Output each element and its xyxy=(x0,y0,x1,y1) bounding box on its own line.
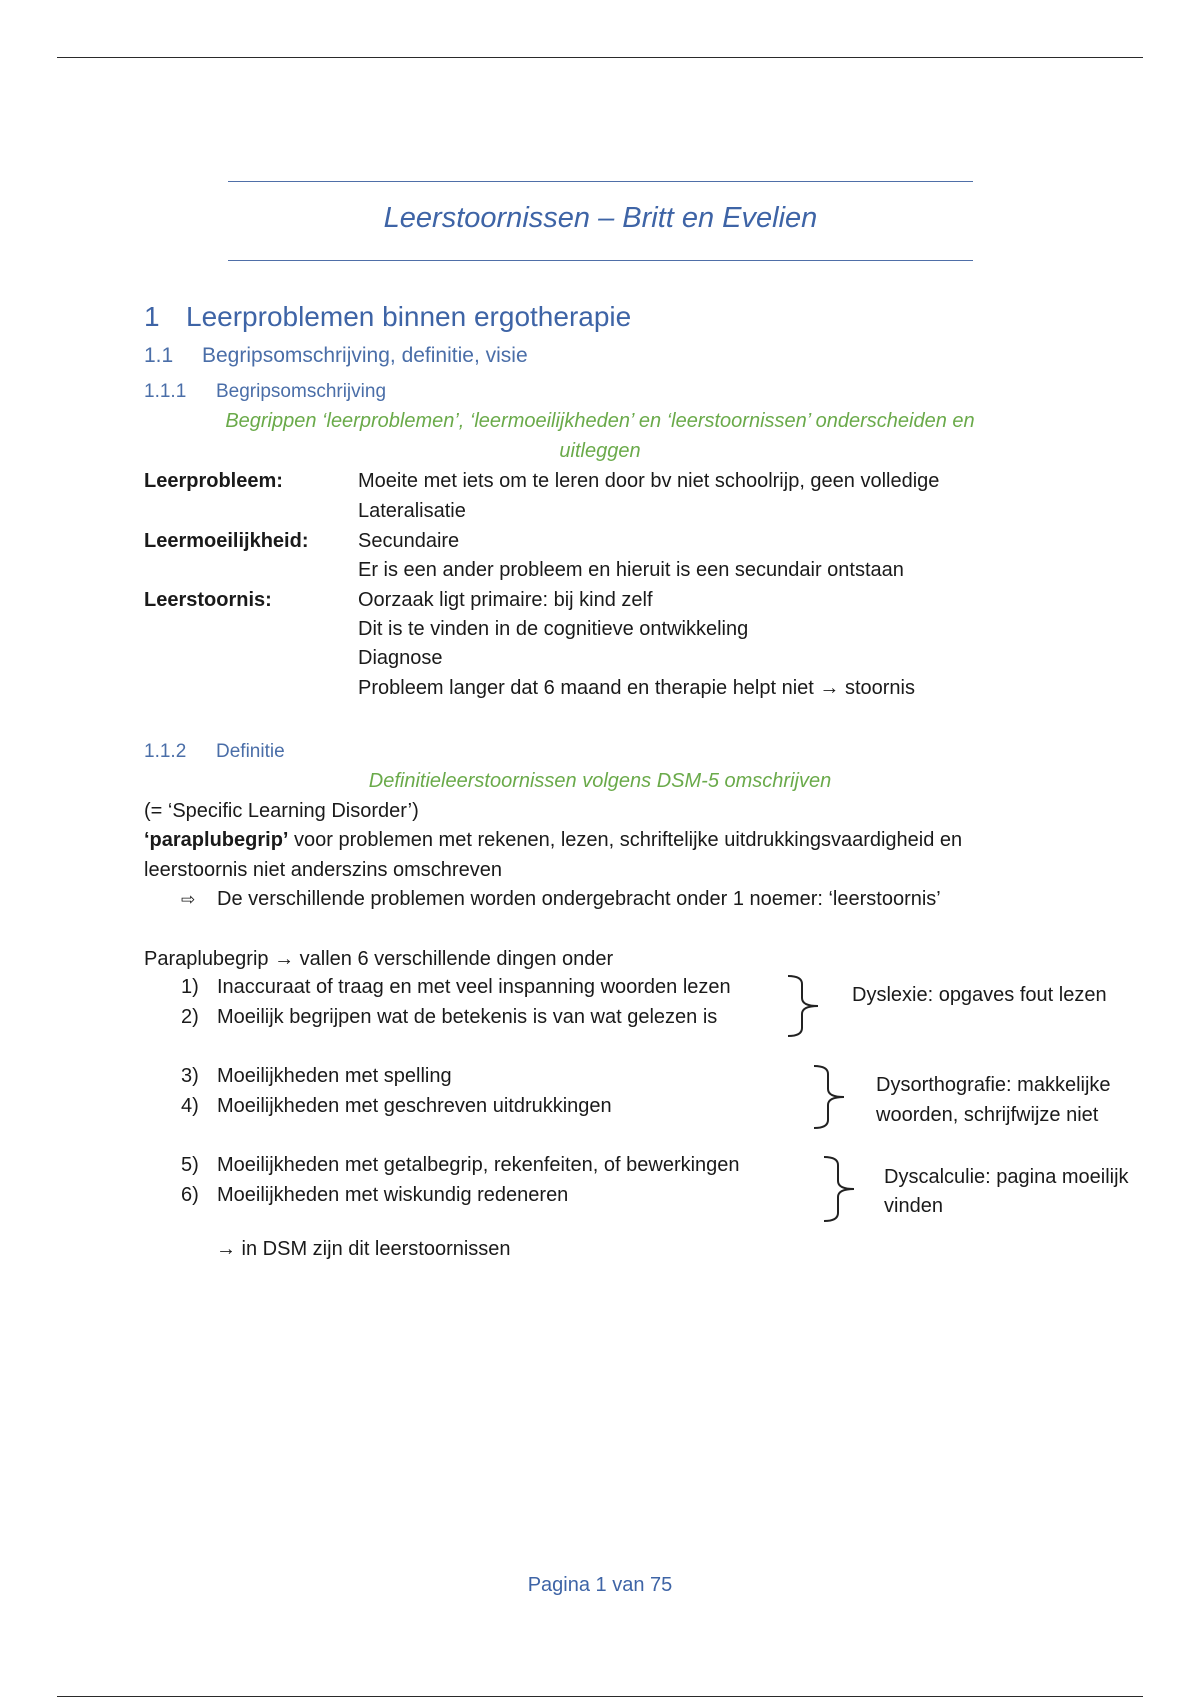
list-item-number: 1) xyxy=(181,976,199,998)
heading-1-1-1-text: Begripsomschrijving xyxy=(216,381,387,402)
definition-line1: (= ‘Specific Learning Disorder’) xyxy=(144,800,419,822)
bottom-rule xyxy=(57,1696,1143,1697)
term-leermoeilijkheid: Leermoeilijkheid: xyxy=(144,530,309,552)
heading-1-1-text: Begripsomschrijving, definitie, visie xyxy=(202,344,528,367)
paraplubegrip-intro: Paraplubegrip → vallen 6 verschillende dingen onder xyxy=(144,948,614,970)
list-item-text: Moeilijkheden met getalbegrip, rekenfeiten, of bewerkingen xyxy=(217,1154,740,1176)
list-item xyxy=(181,1095,612,1118)
list-item-text: Moeilijkheden met geschreven uitdrukkingen xyxy=(217,1095,612,1117)
heading-1-1-2-text: Definitie xyxy=(216,741,285,762)
list-item-text: Moeilijk begrijpen wat de betekenis is van wat gelezen is xyxy=(217,1006,718,1028)
learning-goal-2: Definitieleerstoornissen volgens DSM-5 omschrijven xyxy=(368,770,832,792)
learning-goal-1-line1: Begrippen ‘leerproblemen’, ‘leermoeilijkheden’ en ‘leerstoornissen’ onderscheiden en xyxy=(225,410,975,432)
definition-bold-term: ‘paraplubegrip’ xyxy=(144,829,289,851)
arrow-bullet-text: De verschillende problemen worden ondergebracht onder 1 noemer: ‘leerstoornis’ xyxy=(217,888,941,910)
right-brace-icon xyxy=(822,1155,862,1223)
term-leermoeilijkheid-line2: Er is een ander probleem en hieruit is een secundair ontstaan xyxy=(358,559,904,581)
heading-1-1-number: 1.1 xyxy=(144,344,174,367)
hollow-arrow-icon: ⇨ xyxy=(181,890,196,909)
group-label-dyscalculie-line1: Dyscalculie: pagina moeilijk xyxy=(884,1166,1129,1188)
heading-1-1 xyxy=(144,344,528,368)
term-leerstoornis-line3: Diagnose xyxy=(358,647,443,669)
heading-1-1-1-number: 1.1.1 xyxy=(144,381,187,402)
term-leerstoornis-line2: Dit is te vinden in de cognitieve ontwikkeling xyxy=(358,618,749,640)
term-leerprobleem-line2: Lateralisatie xyxy=(358,500,466,522)
list-item-number: 4) xyxy=(181,1095,199,1117)
list-item-number: 6) xyxy=(181,1184,199,1206)
heading-1-1-1 xyxy=(144,381,386,403)
title-rule-bottom xyxy=(228,260,973,261)
definition-line2 xyxy=(144,829,962,852)
term-leerprobleem: Leerprobleem: xyxy=(144,470,283,492)
title-rule-top xyxy=(228,181,973,182)
right-brace-icon xyxy=(812,1064,852,1130)
list-item xyxy=(181,1006,717,1029)
group-label-dyslexie: Dyslexie: opgaves fout lezen xyxy=(852,984,1107,1006)
top-rule xyxy=(57,57,1143,58)
list-item-number: 2) xyxy=(181,1006,199,1028)
conclusion-line: → in DSM zijn dit leerstoornissen xyxy=(216,1238,511,1260)
term-leerprobleem-line1: Moeite met iets om te leren door bv niet schoolrijp, geen volledige xyxy=(358,470,940,492)
group-label-dysorthografie-line1: Dysorthografie: makkelijke xyxy=(876,1074,1111,1096)
list-item xyxy=(181,1065,452,1088)
heading-1-1-2 xyxy=(144,741,285,763)
heading-1 xyxy=(144,301,631,333)
list-item xyxy=(181,976,731,999)
list-item-text: Moeilijkheden met wiskundig redeneren xyxy=(217,1184,569,1206)
right-brace-icon xyxy=(786,974,826,1038)
definition-line3: leerstoornis niet anderszins omschreven xyxy=(144,859,502,881)
term-leermoeilijkheid-line1: Secundaire xyxy=(358,530,460,552)
list-item-number: 5) xyxy=(181,1154,199,1176)
learning-goal-1-line2: uitleggen xyxy=(559,440,641,462)
list-item-text: Inaccuraat of traag en met veel inspanning woorden lezen xyxy=(217,976,731,998)
list-item-number: 3) xyxy=(181,1065,199,1087)
page-number-footer: Pagina 1 van 75 xyxy=(527,1574,673,1596)
group-label-dysorthografie-line2: woorden, schrijfwijze niet xyxy=(876,1104,1099,1126)
heading-1-text: Leerproblemen binnen ergotherapie xyxy=(186,301,632,332)
term-leerstoornis-line1: Oorzaak ligt primaire: bij kind zelf xyxy=(358,589,653,611)
list-item xyxy=(181,1184,568,1207)
heading-1-1-2-number: 1.1.2 xyxy=(144,741,187,762)
term-leerstoornis-line4: Probleem langer dat 6 maand en therapie helpt niet → stoornis xyxy=(358,677,916,699)
definition-line2-rest: voor problemen met rekenen, lezen, schriftelijke uitdrukkingsvaardigheid en xyxy=(288,829,963,851)
heading-1-number: 1 xyxy=(144,301,160,332)
document-title: Leerstoornissen – Britt en Evelien xyxy=(383,202,818,234)
term-leerstoornis: Leerstoornis: xyxy=(144,589,272,611)
list-item xyxy=(181,1154,740,1177)
group-label-dyscalculie-line2: vinden xyxy=(884,1195,943,1217)
arrow-bullet-line xyxy=(181,888,941,911)
list-item-text: Moeilijkheden met spelling xyxy=(217,1065,452,1087)
